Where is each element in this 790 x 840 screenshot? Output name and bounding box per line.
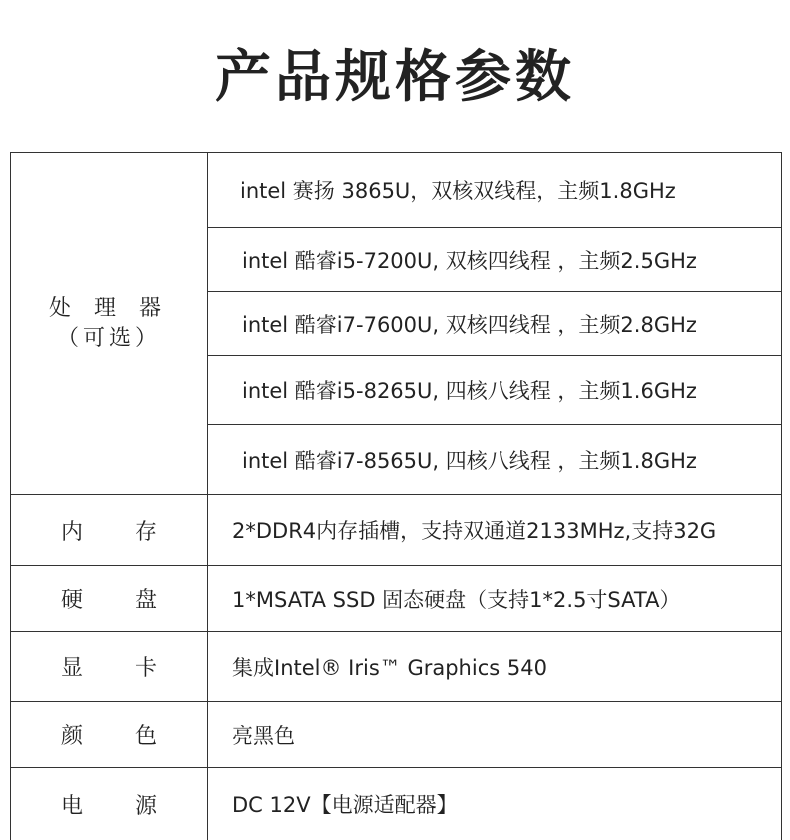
graphics-label-cell [11, 632, 208, 701]
page-title: 产品规格参数 [215, 45, 575, 110]
storage-row [11, 566, 781, 632]
processor-options [208, 153, 781, 494]
storage-label-char: 硬 [61, 588, 84, 613]
color-value: 亮黑色 [232, 723, 295, 748]
power-label-cell [11, 768, 208, 840]
graphics-label-char: 显 [61, 656, 84, 681]
processor-label: 处 理 器 [49, 295, 169, 321]
processor-sublabel: （可选） [56, 325, 161, 351]
graphics-label-char: 卡 [134, 656, 157, 681]
power-value: DC 12V【电源适配器】 [232, 793, 458, 817]
processor-label-cell [11, 153, 208, 494]
processor-option: intel 酷睿i7-7600U, 双核四线程 ，主频2.8GHz [208, 291, 781, 355]
spec-table [10, 152, 782, 840]
color-label-char: 色 [134, 724, 157, 749]
memory-label-char: 内 [61, 519, 84, 545]
graphics-row [11, 632, 781, 702]
processor-option: intel 酷睿i7-8565U, 四核八线程 ，主频1.8GHz [208, 424, 781, 494]
power-row [11, 768, 781, 840]
storage-label-cell [11, 566, 208, 631]
processor-option: intel 酷睿i5-8265U, 四核八线程 ，主频1.6GHz [208, 355, 781, 424]
processor-option: intel 赛扬 3865U，双核双线程，主频1.8GHz [240, 179, 676, 203]
color-row [11, 702, 781, 768]
power-label-char: 源 [134, 793, 157, 819]
color-label-cell [11, 702, 208, 767]
processor-option: intel 酷睿i5-7200U, 双核四线程 ，主频2.5GHz [208, 227, 781, 291]
color-label-char: 颜 [61, 724, 84, 749]
memory-label-char: 存 [134, 519, 157, 545]
processor-row [11, 153, 781, 495]
memory-row [11, 495, 781, 566]
power-label-char: 电 [61, 793, 84, 819]
memory-label-cell [11, 495, 208, 565]
graphics-value: 集成Intel® Iris™ Graphics 540 [232, 655, 547, 680]
memory-value: 2*DDR4内存插槽，支持双通道2133MHz,支持32G [232, 519, 717, 543]
storage-label-char: 盘 [134, 588, 157, 613]
storage-value: 1*MSATA SSD 固态硬盘（支持1*2.5寸SATA） [232, 587, 681, 612]
